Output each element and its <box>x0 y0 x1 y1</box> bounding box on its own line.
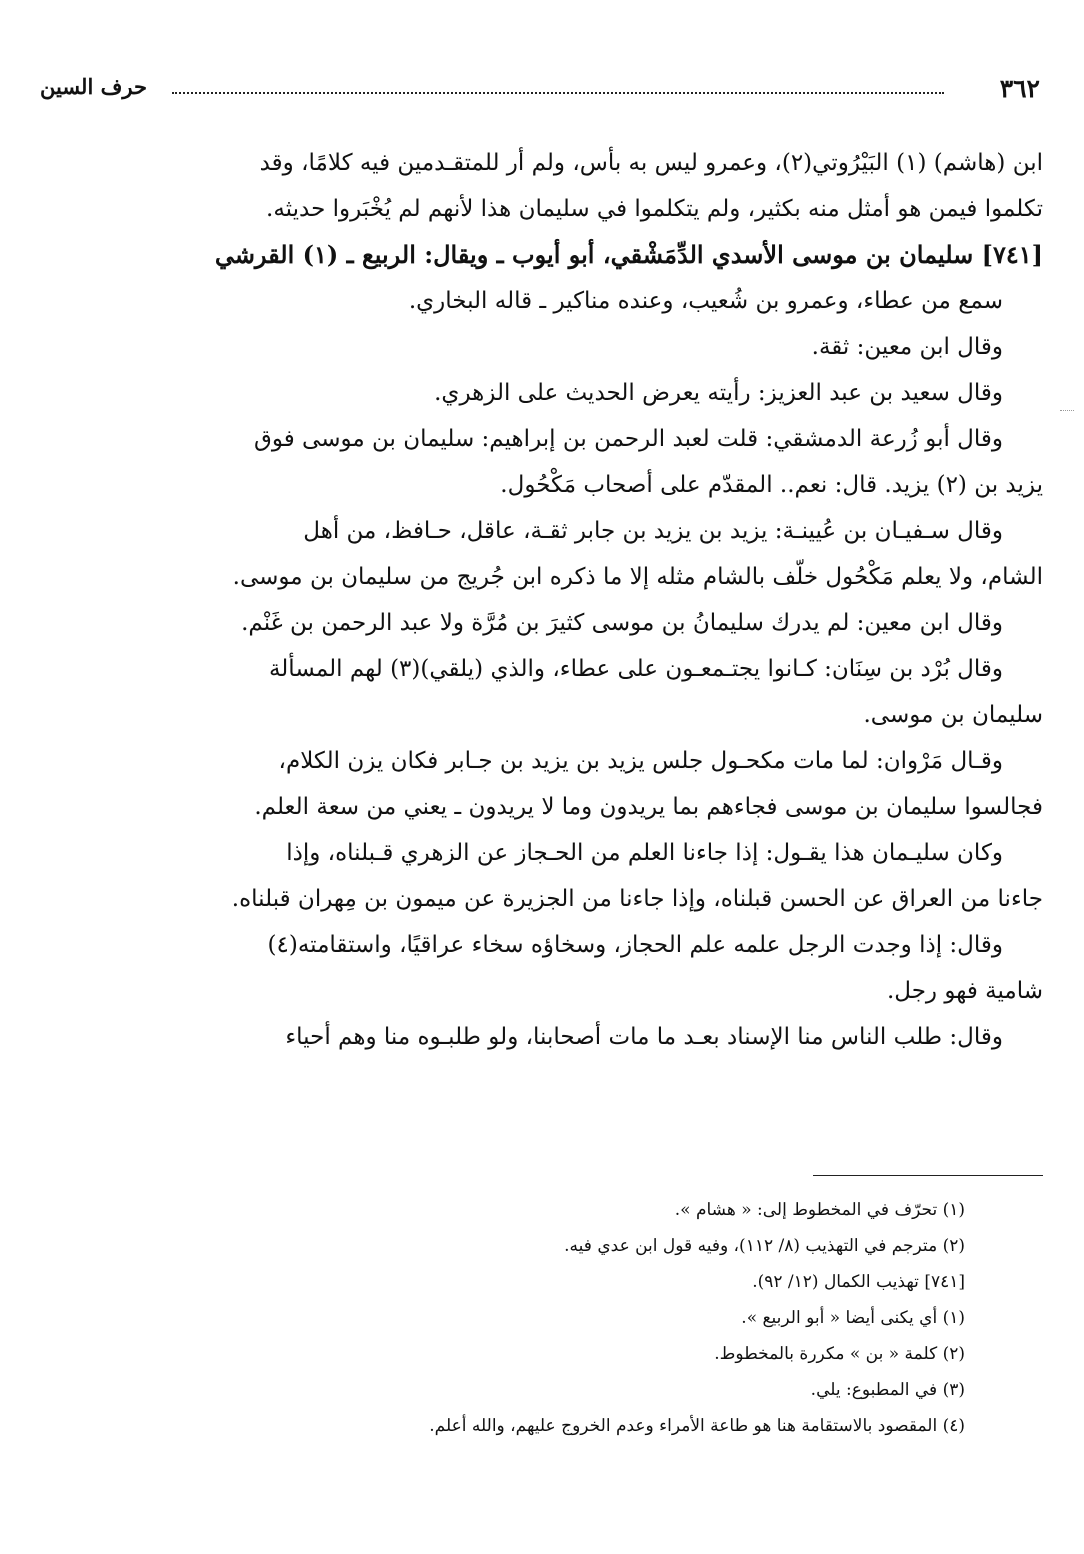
footnote: (١) أي يكنى أيضا « أبو الربيع ». <box>741 1308 965 1328</box>
footnote: (٢) مترجم في التهذيب (٨/ ١١٢)، وفيه قول ابن عدي فيه. <box>564 1236 965 1256</box>
page-number: ٣٦٢ <box>999 74 1040 103</box>
entry-heading: [٧٤١] سليمان بن موسى الأسدي الدِّمَشْقي، أبو أيوب ـ ويقال: الربيع ـ (١) القرشي <box>214 240 1043 269</box>
text-line: وقال: طلب الناس منا الإسناد بعـد ما مات أصحابنا، ولو طلبـوه منا وهم أحياء <box>285 1024 1003 1050</box>
text-line: وقال سعيد بن عبد العزيز: رأيته يعرض الحديث على الزهري. <box>434 380 1003 406</box>
text-line: وقال: إذا وجدت الرجل علمه علم الحجاز، وسخاؤه سخاء عراقيًا، واستقامته(٤) <box>267 932 1003 958</box>
page-header <box>40 72 1040 112</box>
text-line: سليمان بن موسى. <box>863 702 1043 728</box>
text-line: وقـال مَرْوان: لما مات مكحـول جلس يزيد بن يزيد بن جـابر فكان يزن الكلام، <box>278 748 1003 774</box>
text-line: وقال ابن معين: لم يدرك سليمانُ بن موسى كثيرَ بن مُرَّة ولا عبد الرحمن بن غَنْم. <box>241 610 1003 636</box>
text-line: تكلموا فيمن هو أمثل منه بكثير، ولم يتكلموا في سليمان هذا لأنهم لم يُخْبَروا حديثه. <box>266 196 1043 222</box>
text-line: فجالسوا سليمان بن موسى فجاءهم بما يريدون وما لا يريدون ـ يعني من سعة العلم. <box>254 794 1043 820</box>
scan-speck <box>1060 410 1074 414</box>
text-line: وقال سـفيـان بن عُيينـة: يزيد بن يزيد بن جابر ثقـة، عاقل، حـافظ، من أهل <box>303 518 1003 544</box>
text-line: سمع من عطاء، وعمرو بن شُعيب، وعنده مناكير ـ قاله البخاري. <box>408 288 1003 314</box>
footnote: (٣) في المطبوع: يلي. <box>810 1380 965 1400</box>
footnote: (١) تحرّف في المخطوط إلى: « هشام ». <box>674 1200 965 1220</box>
text-line: وقال بُرْد بن سِنَان: كـانوا يجتـمعـون على عطاء، والذي (يلقي)(٣) لهم المسألة <box>268 656 1003 682</box>
footnote: (٢) كلمة « بن » مكررة بالمخطوط. <box>714 1344 965 1364</box>
footnote-separator <box>813 1175 1043 1176</box>
running-title: حرف السين <box>40 74 147 99</box>
text-line: ابن (هاشم) (١) البَيْرُوتي(٢)، وعمرو ليس به بأس، ولم أر للمتقـدمين فيه كلامًا، وقد <box>259 150 1043 176</box>
text-line: وكان سليـمان هذا يقـول: إذا جاءنا العلم من الحـجاز عن الزهري قـبلناه، وإذا <box>286 840 1003 866</box>
footnote: (٤) المقصود بالاستقامة هنا هو طاعة الأمراء وعدم الخروج عليهم، والله أعلم. <box>429 1416 965 1436</box>
footnote: [٧٤١] تهذيب الكمال (١٢/ ٩٢). <box>752 1272 965 1292</box>
header-dotted-rule <box>172 92 944 94</box>
text-line: وقال أبو زُرعة الدمشقي: قلت لعبد الرحمن بن إبراهيم: سليمان بن موسى فوق <box>254 426 1003 452</box>
text-line: يزيد بن (٢) يزيد. قال: نعم.. المقدّم على أصحاب مَكْحُول. <box>500 472 1043 498</box>
main-text <box>40 140 1043 1060</box>
text-line: الشام، ولا يعلم مَكْحُول خلّف بالشام مثله إلا ما ذكره ابن جُريج من سليمان بن موسى. <box>232 564 1043 590</box>
footnotes <box>40 1175 1043 1444</box>
text-line: وقال ابن معين: ثقة. <box>811 334 1003 360</box>
text-line: شامية فهو رجل. <box>886 978 1043 1004</box>
text-line: جاءنا من العراق عن الحسن قبلناه، وإذا جاءنا من الجزيرة عن ميمون بن مِهران قبلناه. <box>231 886 1043 912</box>
